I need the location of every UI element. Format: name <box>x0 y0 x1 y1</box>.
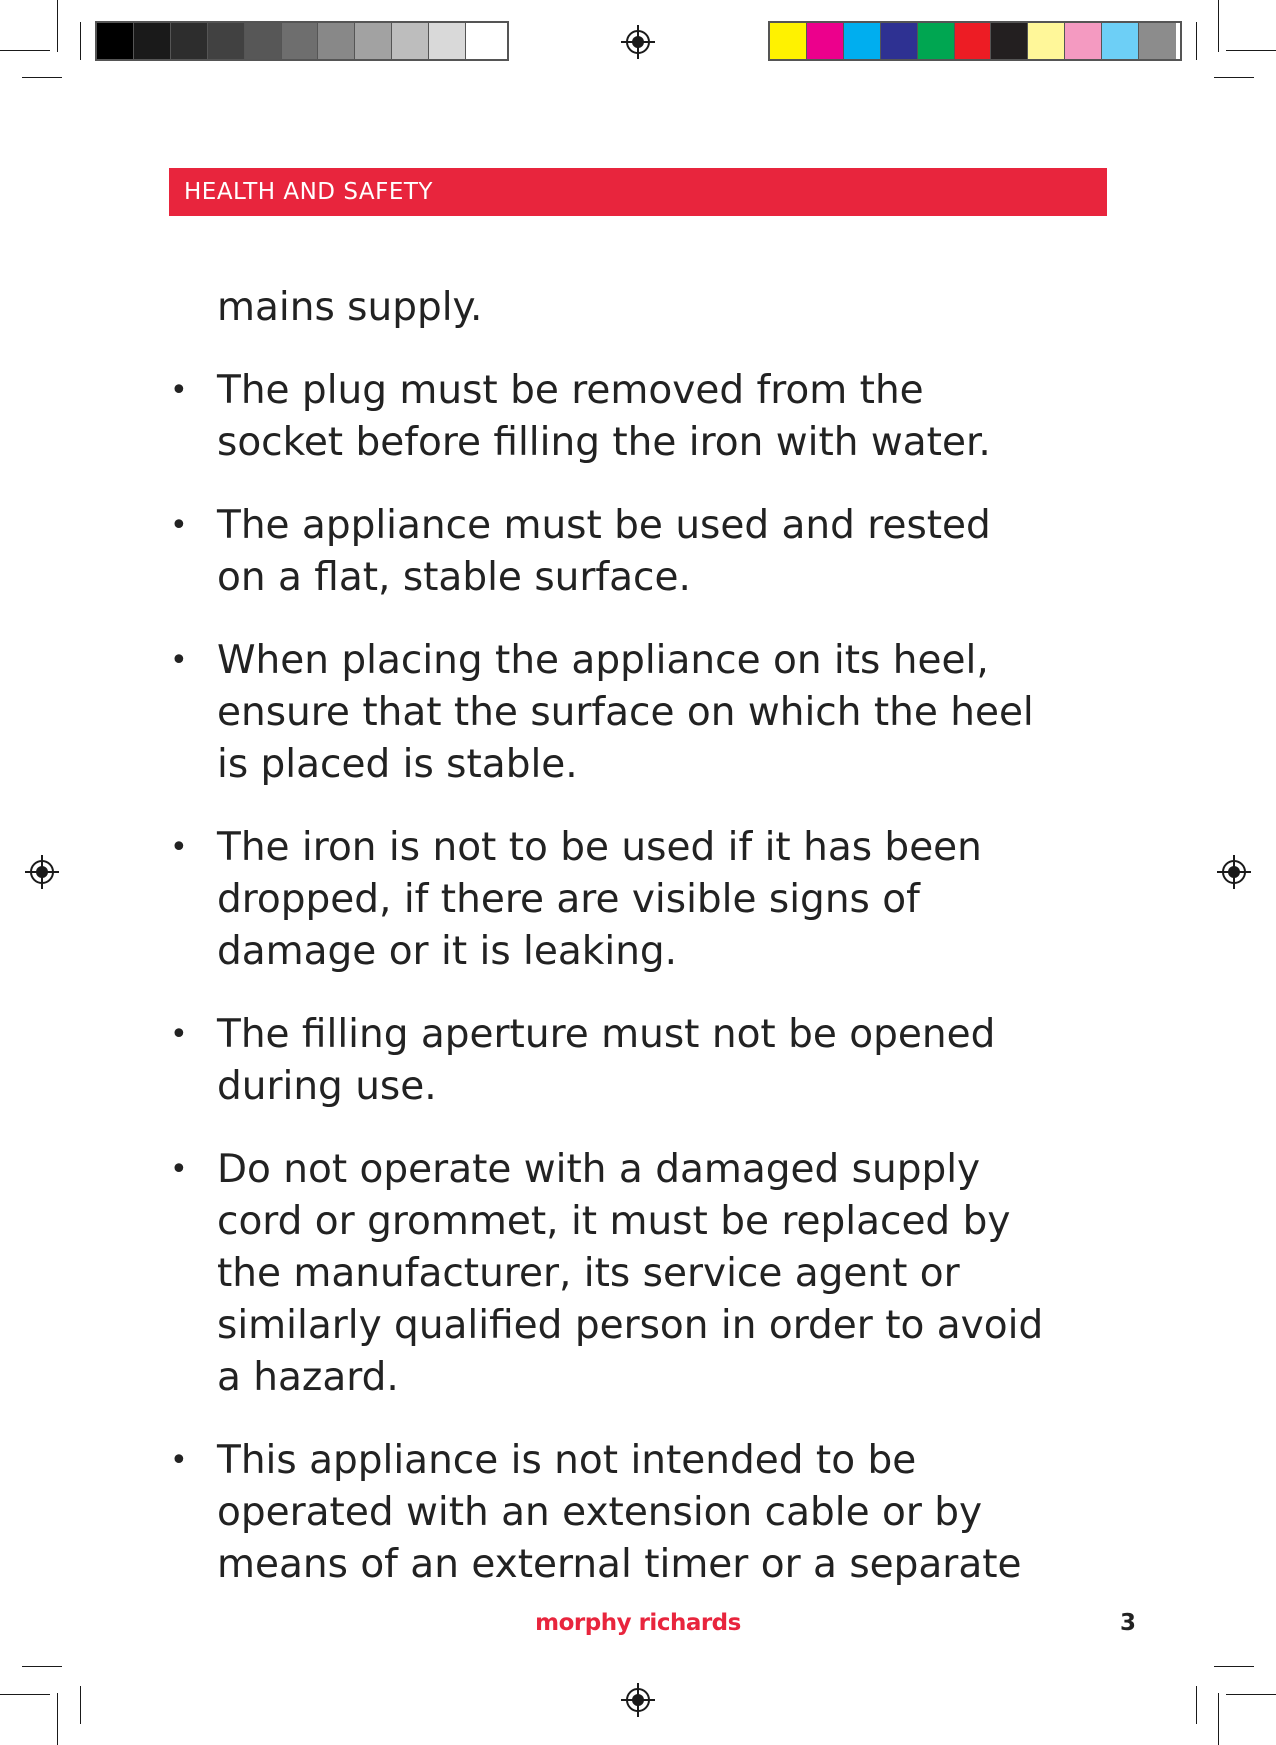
list-item-text: The filling aperture must not be opened during use. <box>217 1012 996 1109</box>
color-swatch <box>392 23 429 59</box>
safety-instructions <box>168 282 1128 1622</box>
bullet-icon: • <box>170 643 188 678</box>
color-swatch <box>245 23 282 59</box>
list-item-text: This appliance is not intended to be operated with an extension cable or by means of an external timer or a separate <box>217 1438 1022 1587</box>
color-swatch <box>282 23 319 59</box>
list-item <box>168 822 1128 978</box>
grayscale-calibration-strip <box>95 21 509 61</box>
color-swatch <box>844 23 881 59</box>
color-swatch <box>171 23 208 59</box>
registration-mark-icon <box>1217 855 1251 889</box>
color-swatch <box>1028 23 1065 59</box>
list-item-text: The iron is not to be used if it has been dropped, if there are visible signs of damage or it is leaking. <box>217 825 982 974</box>
list-item-text: When placing the appliance on its heel, ensure that the surface on which the heel is placed is stable. <box>217 638 1034 787</box>
list-item <box>168 1435 1128 1591</box>
bullet-icon: • <box>170 1152 188 1187</box>
color-swatch <box>134 23 171 59</box>
color-swatch <box>918 23 955 59</box>
list-item-text: The plug must be removed from the socket before filling the iron with water. <box>217 368 991 465</box>
continued-text: mains supply. <box>217 285 483 330</box>
color-swatch <box>429 23 466 59</box>
color-swatch <box>807 23 844 59</box>
list-item <box>168 500 1128 604</box>
bullet-icon: • <box>170 1017 188 1052</box>
color-swatch <box>466 23 503 59</box>
list-item <box>168 1144 1128 1404</box>
bullet-icon: • <box>170 830 188 865</box>
color-swatch <box>1102 23 1139 59</box>
list-item <box>168 365 1128 469</box>
section-title: HEALTH AND SAFETY <box>184 179 433 205</box>
color-calibration-strip <box>768 21 1182 61</box>
section-header <box>169 168 1107 216</box>
color-swatch <box>1139 23 1176 59</box>
color-swatch <box>955 23 992 59</box>
bullet-icon: • <box>170 508 188 543</box>
color-swatch <box>355 23 392 59</box>
color-swatch <box>318 23 355 59</box>
brand-logo: morphy richards <box>535 1610 741 1636</box>
bullet-icon: • <box>170 1443 188 1478</box>
color-swatch <box>991 23 1028 59</box>
list-item <box>168 1009 1128 1113</box>
list-item-text: The appliance must be used and rested on a flat, stable surface. <box>217 503 991 600</box>
bullet-icon: • <box>170 373 188 408</box>
color-swatch <box>1065 23 1102 59</box>
color-swatch <box>881 23 918 59</box>
registration-mark-icon <box>621 25 655 59</box>
bullet-list <box>168 365 1128 1591</box>
color-swatch <box>208 23 245 59</box>
registration-mark-icon <box>621 1683 655 1717</box>
list-item <box>168 635 1128 791</box>
registration-mark-icon <box>25 855 59 889</box>
page-number: 3 <box>1120 1610 1137 1636</box>
color-swatch <box>97 23 134 59</box>
color-swatch <box>770 23 807 59</box>
list-item-text: Do not operate with a damaged supply cord or grommet, it must be replaced by the manufacturer, its service agent or similarly qualified person in order to avoid a hazard. <box>217 1147 1044 1400</box>
